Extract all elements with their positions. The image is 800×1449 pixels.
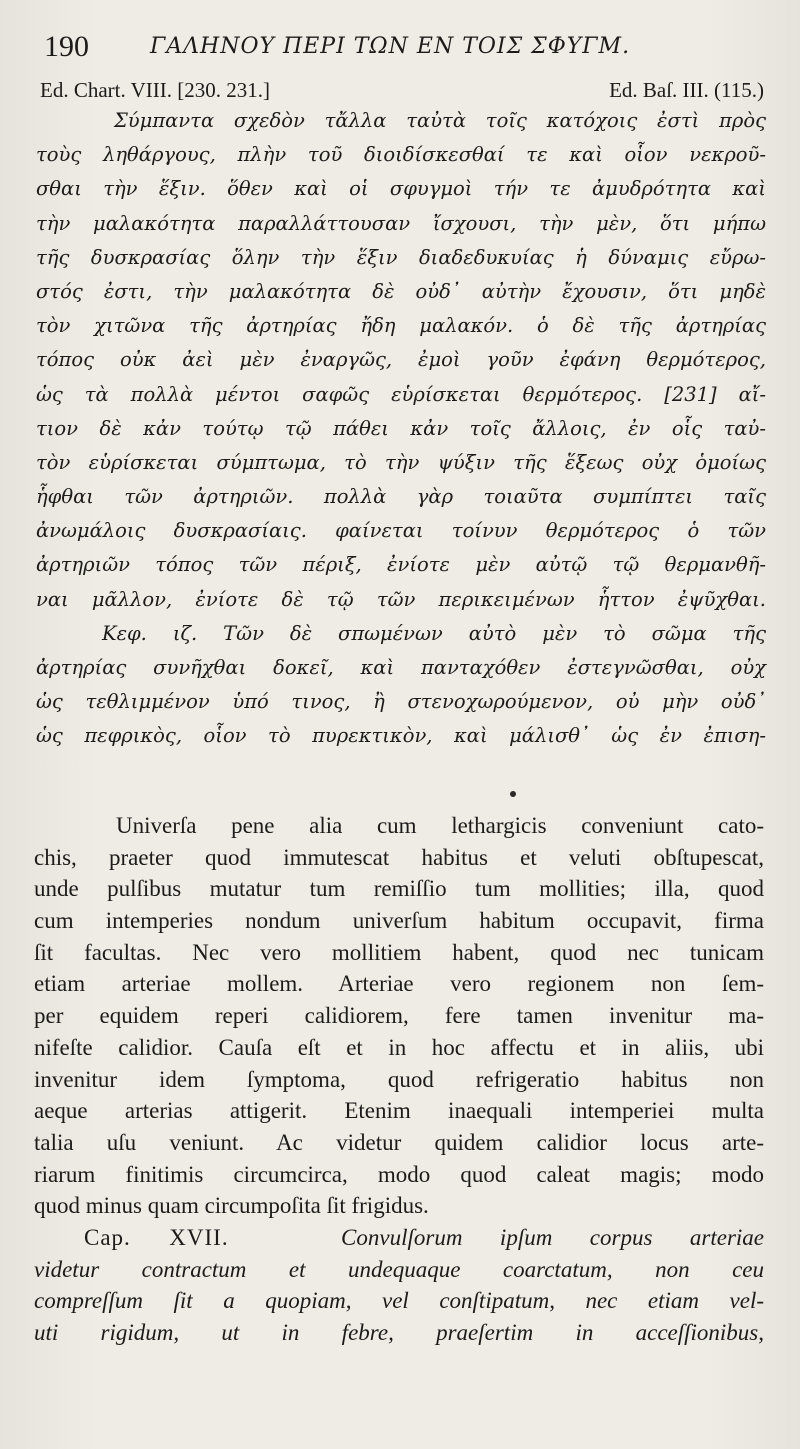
latin-line: nifeſte calidior. Cauſa eſt et in hoc affectu et in aliis, ubi [34, 1034, 764, 1060]
separator-dot [510, 791, 516, 797]
greek-line: ὡς πεφρικὸς, οἷον τὸ πυρεκτικὸν, καὶ μάλισθ᾽ ὡς ἐν ἐπιση- [36, 724, 766, 748]
edition-chartier: Ed. Chart. VIII. [230. 231.] [40, 78, 270, 102]
latin-line: etiam arteriae mollem. Arteriae vero regionem non ſem- [34, 971, 764, 997]
greek-line: ἀρτηριῶν τόπος τῶν πέριξ, ἐνίοτε μὲν αὐτῷ τῷ θερμανθῆ- [36, 553, 766, 577]
edition-basel: Ed. Baſ. III. (115.) [609, 78, 764, 102]
latin-line: videtur contractum et undequaque coarctatum, non ceu [34, 1256, 764, 1282]
greek-line: ἧφθαι τῶν ἀρτηριῶν. πολλὰ γὰρ τοιαῦτα συμπίπτει ταῖς [36, 485, 766, 509]
latin-line: cum intemperies nondum univerſum habitum occupavit, firma [34, 908, 764, 934]
latin-line: invenitur idem ſymptoma, quod refrigeratio habitus non [34, 1066, 764, 1092]
latin-line: talia uſu veniunt. Ac videtur quidem calidior locus arte- [34, 1129, 764, 1155]
greek-line: ὡς τὰ πολλὰ μέντοι σαφῶς εὑρίσκεται θερμότερος. [231] αἴ- [36, 382, 766, 406]
chapter-label: Cap. XVII. [84, 1224, 229, 1250]
greek-line: τὸν εὑρίσκεται σύμπτωμα, τὸ τὴν ψύξιν τῆς ἕξεως οὐχ ὁμοίως [36, 450, 766, 474]
page-number: 190 [44, 30, 89, 63]
latin-line: per equidem reperi calidiorem, fere tamen invenitur ma- [34, 1003, 764, 1029]
greek-line: σθαι τὴν ἕξιν. ὅθεν καὶ οἱ σφυγμοὶ τήν τε ἀμυδρότητα καὶ [36, 177, 766, 201]
latin-chapter-text: Convulſorum ipſum corpus arteriae [341, 1224, 764, 1250]
running-head [40, 30, 760, 66]
greek-line: Σύμπαντα σχεδὸν τἄλλα ταὐτὰ τοῖς κατόχοις ἐστὶ πρὸς [114, 109, 766, 132]
greek-line: ἀνωμάλοις δυσκρασίαις. φαίνεται τοίνυν θερμότερος ὁ τῶν [36, 519, 766, 543]
latin-line: aeque arterias attigerit. Etenim inaequali intemperiei multa [34, 1098, 764, 1124]
greek-line: τιον δὲ κἀν τούτῳ τῷ πάθει κἀν τοῖς ἄλλοις, ἐν οἷς ταὐ- [36, 416, 766, 440]
running-title: ΓΑΛΗΝΟΥ ΠΕΡΙ ΤΩΝ ΕΝ ΤΟΙΣ ΣΦΥΓΜ. [150, 34, 631, 59]
latin-line: ſit facultas. Nec vero mollitiem habent, quod nec tunicam [34, 939, 764, 965]
latin-line: quod minus quam circumpoſita ſit frigidus. [34, 1193, 429, 1219]
latin-chapter-line [34, 1222, 764, 1254]
greek-line: τὴν μαλακότητα παραλλάττουσαν ἴσχουσι, τὴν μὲν, ὅτι μήπω [36, 211, 766, 235]
greek-text-block [36, 104, 766, 754]
greek-line: στός ἐστι, τὴν μαλακότητα δὲ οὐδ᾽ αὐτὴν ἔχουσιν, ὅτι μηδὲ [36, 279, 766, 303]
greek-chapter-line: Κεφ. ιζ. Τῶν δὲ σπωμένων αὐτὸ μὲν τὸ σῶμα τῆς [102, 621, 766, 645]
greek-line: ναι μᾶλλον, ἐνίοτε δὲ τῷ τῶν περικειμένων ἧττον ἐψῦχθαι. [36, 587, 766, 611]
greek-line: τοὺς ληθάργους, πλὴν τοῦ διοιδίσκεσθαί τε καὶ οἷον νεκροῦ- [36, 143, 766, 167]
greek-line: ἀρτηρίας συνῆχθαι δοκεῖ, καὶ πανταχόθεν ἐστεγνῶσθαι, οὐχ [36, 656, 766, 679]
latin-text-block [34, 810, 764, 1349]
latin-line: unde pulſibus mutatur tum remiſſio tum mollities; illa, quod [34, 876, 764, 902]
latin-line: Univerſa pene alia cum lethargicis conveniunt cato- [116, 813, 764, 838]
greek-line: τὸν χιτῶνα τῆς ἀρτηρίας ἤδη μαλακόν. ὁ δὲ τῆς ἀρτηρίας [36, 314, 766, 338]
edition-line [40, 78, 764, 106]
latin-line: compreſſum ſit a quopiam, vel conſtipatum, nec etiam vel- [34, 1288, 764, 1314]
latin-line: chis, praeter quod immutescat habitus et veluti obſtupescat, [34, 844, 764, 870]
greek-line: ὡς τεθλιμμένον ὑπό τινος, ἢ στενοχωρούμενον, οὐ μὴν οὐδ᾽ [36, 690, 766, 714]
greek-line: τόπος οὐκ ἀεὶ μὲν ἐναργῶς, ἐμοὶ γοῦν ἐφάνη θερμότερος, [36, 348, 766, 372]
latin-line: riarum finitimis circumcirca, modo quod caleat magis; modo [34, 1161, 764, 1187]
greek-line: τῆς δυσκρασίας ὅλην τὴν ἕξιν διαδεδυκυίας ἡ δύναμις εὔρω- [36, 245, 766, 269]
latin-line: uti rigidum, ut in febre, praeſertim in acceſſionibus, [34, 1320, 764, 1345]
